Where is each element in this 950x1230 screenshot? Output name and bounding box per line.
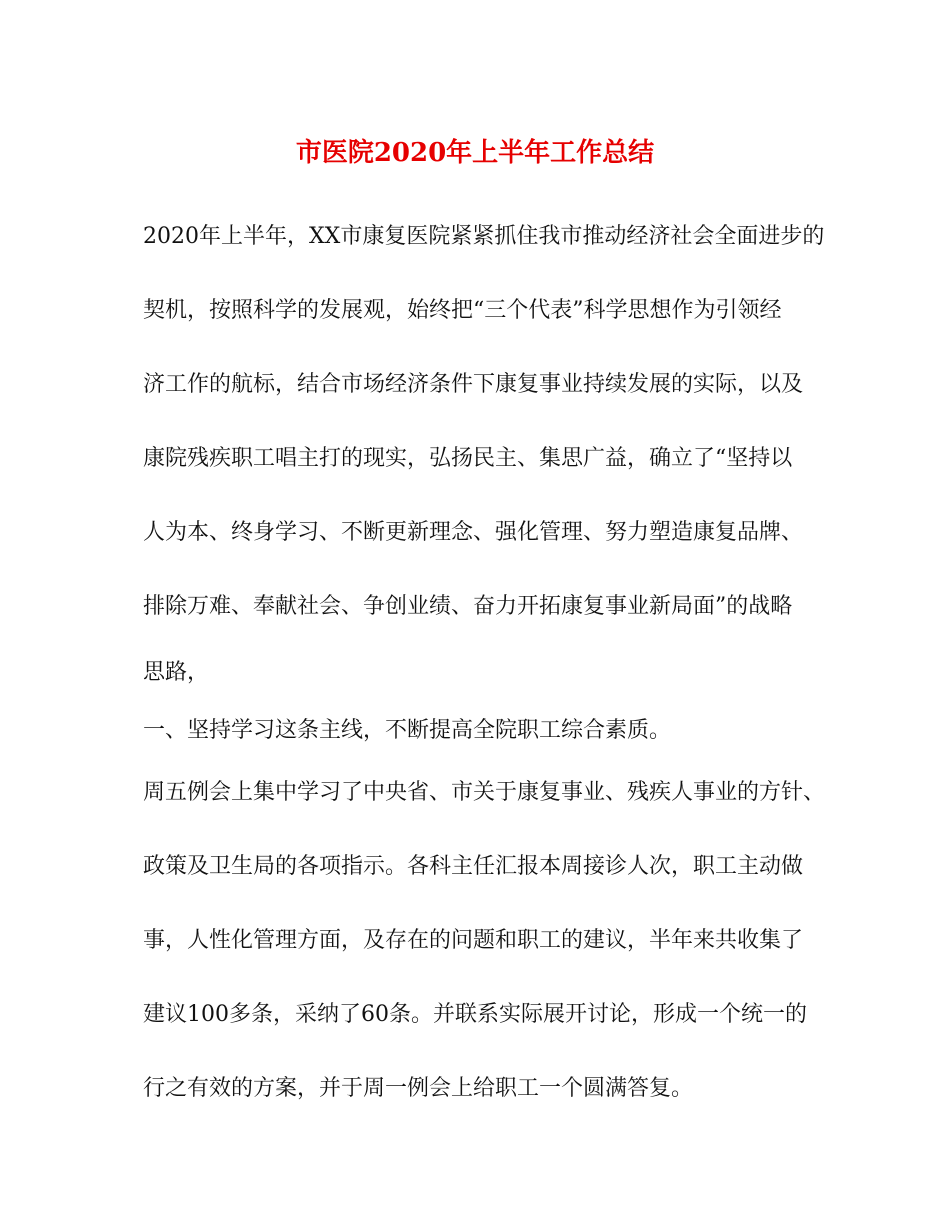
paragraph2-line-4: 建议100多条，采纳了60条。并联系实际展开讨论，形成一个统一的: [143, 1002, 807, 1027]
section1-heading: 一、坚持学习这条主线，不断提高全院职工综合素质。: [143, 718, 672, 743]
document-title: 市医院2020年上半年工作总结: [295, 138, 655, 168]
paragraph1-line-3: 济工作的航标，结合市场经济条件下康复事业持续发展的实际，以及: [143, 372, 804, 397]
paragraph1-line-5: 人为本、终身学习、不断更新理念、强化管理、努力塑造康复品牌、: [143, 520, 804, 545]
paragraph2-line-3: 事，人性化管理方面，及存在的问题和职工的建议，半年来共收集了: [143, 928, 804, 953]
paragraph1-line-4: 康院残疾职工唱主打的现实，弘扬民主、集思广益，确立了“坚持以: [143, 446, 793, 471]
paragraph2-line-5: 行之有效的方案，并于周一例会上给职工一个圆满答复。: [143, 1076, 694, 1101]
paragraph2-line-1: 周五例会上集中学习了中央省、市关于康复事业、残疾人事业的方针、: [143, 780, 826, 805]
paragraph1-line-1: 2020年上半年，XX市康复医院紧紧抓住我市推动经济社会全面进步的: [143, 224, 825, 249]
paragraph1-line-7: 思路，: [143, 660, 210, 685]
paragraph1-line-6: 排除万难、奉献社会、争创业绩、奋力开拓康复事业新局面”的战略: [143, 594, 793, 619]
paragraph2-line-2: 政策及卫生局的各项指示。各科主任汇报本周接诊人次，职工主动做: [143, 854, 804, 879]
paragraph1-line-2: 契机，按照科学的发展观，始终把“三个代表”科学思想作为引领经: [143, 298, 782, 323]
